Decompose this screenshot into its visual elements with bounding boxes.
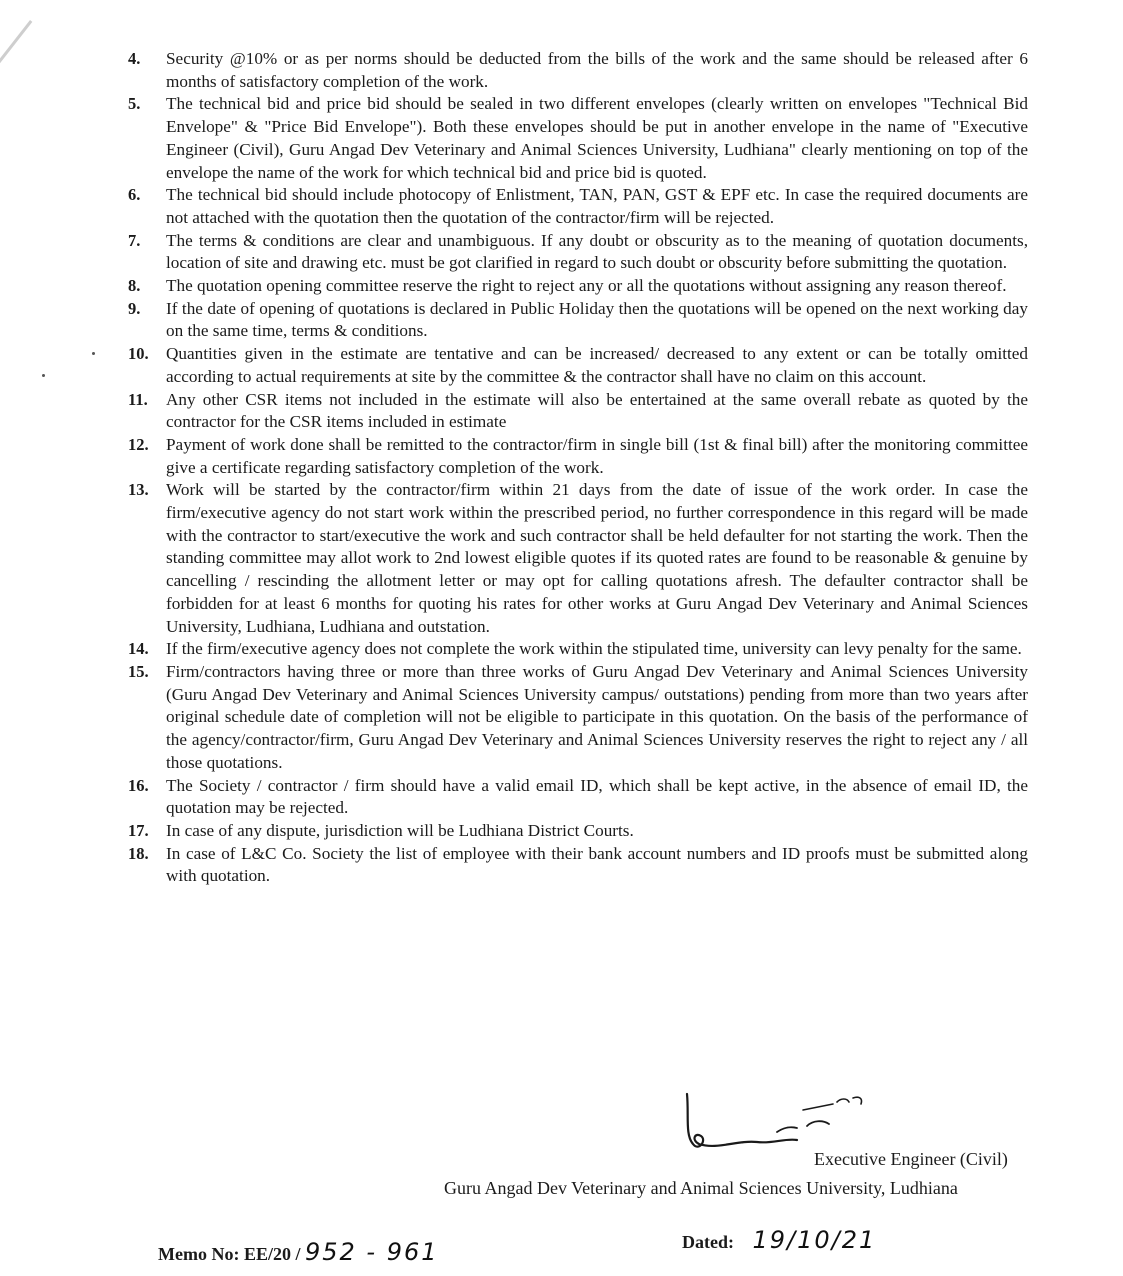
- scan-speck: [92, 352, 95, 355]
- condition-number: 6.: [128, 185, 141, 205]
- condition-text: If the firm/executive agency does not complete the work within the stipulated time, university can levy penalty for the same.: [166, 639, 1022, 659]
- condition-number: 17.: [128, 820, 149, 840]
- condition-number: 12.: [128, 434, 149, 454]
- condition-number: 5.: [128, 94, 141, 114]
- condition-item: [128, 775, 1028, 820]
- signatory-institution: Guru Angad Dev Veterinary and Animal Sciences University, Ludhiana: [444, 1178, 958, 1198]
- condition-item: [128, 843, 1028, 888]
- condition-text: Security @10% or as per norms should be deducted from the bills of the work and the same should be released after 6 months of satisfactory completion of the work.: [166, 49, 1028, 91]
- condition-number: 9.: [128, 298, 141, 318]
- condition-number: 11.: [128, 389, 148, 409]
- dated-label: Dated:: [682, 1232, 734, 1252]
- condition-item: [128, 93, 1028, 184]
- condition-number: 4.: [128, 49, 141, 68]
- memo-label: Memo No: EE/20 /: [158, 1244, 301, 1264]
- memo-handwritten-number: 952 - 961: [304, 1238, 439, 1266]
- condition-text: The quotation opening committee reserve the right to reject any or all the quotations without assigning any reason thereof.: [166, 276, 1007, 296]
- condition-text: The technical bid should include photocopy of Enlistment, TAN, PAN, GST & EPF etc. In case the required documents are not attached with the quotation then the quotation of the contractor/firm will be rejected.: [166, 185, 1028, 227]
- condition-number: 7.: [128, 230, 141, 250]
- condition-number: 8.: [128, 276, 141, 296]
- condition-text: The terms & conditions are clear and unambiguous. If any doubt or obscurity as to the meaning of quotation documents, location of site and drawing etc. must be got clarified in regard to such doubt or obscurity before submitting the quotation.: [166, 230, 1028, 273]
- condition-text: Firm/contractors having three or more than three works of Guru Angad Dev Veterinary and Animal Sciences University (Guru Angad Dev Veterinary and Animal Sciences University campus/ outstations) pending from more than two years after original schedule date of completion will not be eligible to participate in this quotation. On the basis of the performance of the agency/contractor/firm, Guru Angad Dev Veterinary and Animal Sciences University reserves the right to reject any / all those quotations.: [166, 661, 1028, 772]
- condition-text: In case of any dispute, jurisdiction will be Ludhiana District Courts.: [166, 820, 634, 840]
- scan-edge-mark: [0, 20, 32, 77]
- condition-item: [128, 638, 1028, 661]
- terms-and-conditions-list: [128, 48, 1028, 888]
- condition-text: Work will be started by the contractor/firm within 21 days from the date of issue of the work order. In case the firm/executive agency do not start work within the prescribed period, no further correspondence in this regard will be made with the contractor to start/executive the work and such contractor shall be held defaulter for not starting the work. Then the standing committee may allot work to 2nd lowest eligible quotes if its quoted rates are found to be reasonable & genuine by cancelling / rescinding the allotment letter or may opt for calling quotations afresh. The defaulter contractor shall be forbidden for at least 6 months for quoting his rates for other works at Guru Angad Dev Veterinary and Animal Sciences University, Ludhiana, Ludhiana and outstation.: [166, 480, 1028, 636]
- condition-item: [128, 661, 1028, 775]
- condition-item: [128, 389, 1028, 434]
- condition-item: [128, 48, 1028, 93]
- condition-item: [128, 275, 1028, 298]
- memo-number: [158, 1238, 439, 1266]
- condition-text: Any other CSR items not included in the estimate will also be entertained at the same overall rebate as quoted by the contractor for the CSR items included in estimate: [166, 389, 1028, 432]
- condition-number: 16.: [128, 775, 149, 795]
- condition-text: The Society / contractor / firm should have a valid email ID, which shall be kept active, in the absence of email ID, the quotation may be rejected.: [166, 775, 1028, 818]
- condition-number: 10.: [128, 344, 149, 364]
- condition-item: [128, 434, 1028, 479]
- condition-item: [128, 820, 1028, 843]
- dated: [682, 1226, 876, 1254]
- condition-text: Payment of work done shall be remitted to the contractor/firm in single bill (1st & final bill) after the monitoring committee give a certificate regarding satisfactory completion of the work.: [166, 434, 1028, 477]
- condition-item: [128, 479, 1028, 638]
- condition-number: 14.: [128, 639, 149, 659]
- condition-item: [128, 184, 1028, 229]
- dated-handwritten-value: 19/10/21: [752, 1226, 877, 1254]
- condition-item: [128, 298, 1028, 343]
- condition-text: In case of L&C Co. Society the list of employee with their bank account numbers and ID proofs must be submitted along with quotation.: [166, 843, 1028, 886]
- condition-text: The technical bid and price bid should be sealed in two different envelopes (clearly written on envelopes "Technical Bid Envelope" & "Price Bid Envelope"). Both these envelopes should be put in another envelope in the name of "Executive Engineer (Civil), Guru Angad Dev Veterinary and Animal Sciences University, Ludhiana" clearly mentioning on top of the envelope the name of the work for which technical bid and price bid is quoted.: [166, 94, 1028, 182]
- condition-text: Quantities given in the estimate are tentative and can be increased/ decreased to any extent or can be totally omitted according to actual requirements at site by the committee & the contractor shall have no claim on this account.: [166, 344, 1028, 386]
- condition-number: 13.: [128, 480, 149, 500]
- scan-speck: [42, 374, 45, 377]
- condition-item: [128, 343, 1028, 388]
- condition-item: [128, 230, 1028, 275]
- condition-text: If the date of opening of quotations is declared in Public Holiday then the quotations will be opened on the next working day on the same time, terms & conditions.: [166, 298, 1028, 341]
- condition-number: 18.: [128, 843, 149, 863]
- condition-number: 15.: [128, 661, 149, 681]
- signatory-designation: Executive Engineer (Civil): [814, 1149, 1008, 1169]
